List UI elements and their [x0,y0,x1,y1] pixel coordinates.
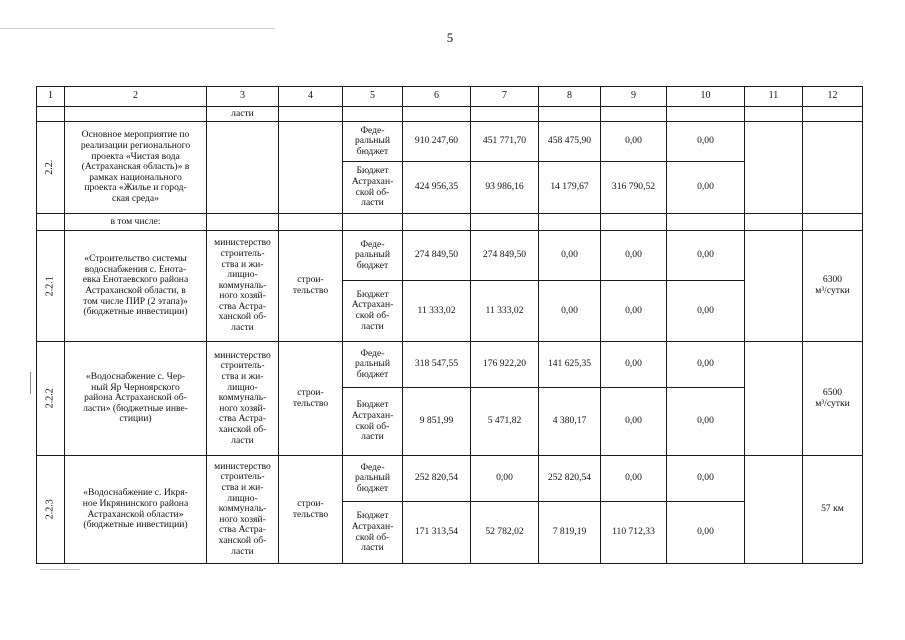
funding-source: Бюджет Астрахан- ской об- ласти [351,288,394,332]
row-number: 2.2. [44,160,56,175]
value-cell: 0,00 [667,456,745,502]
value-cell: 0,00 [667,162,745,214]
type-cell [279,122,343,214]
value-cell: 910 247,60 [403,122,471,162]
value-cell: 0,00 [601,122,667,162]
measure-name: «Строительство системы водоснабжения с. Енота- евка Енотаевского района Астраханской области, в том числе ПИР (2 этапа)» (бюджетные инвестиции) [82,253,189,318]
empty-cell [745,342,803,456]
executor: министерство строитель- ства и жи- лищно- коммуналь- ного хозяй- ства Астра- ханской об- ласти [214,460,271,557]
header-cell: 8 [539,87,601,107]
page-number: 5 [446,30,454,45]
executor-cell [207,122,279,214]
work-type: строи- тельство [292,386,329,409]
row-number: 2.2.2 [44,388,56,409]
source-cell [343,388,403,456]
header-cell: 9 [601,87,667,107]
value-cell: 171 313,54 [403,502,471,564]
value-cell: 0,00 [601,388,667,456]
result-value: 57 км [821,503,844,515]
type-cell [279,456,343,564]
scan-line-top [0,28,275,29]
row-number-cell [37,122,65,214]
value-cell: 5 471,82 [471,388,539,456]
value-cell: 11 333,02 [403,281,471,342]
header-cell: 7 [471,87,539,107]
value-cell: 0,00 [601,281,667,342]
scan-mark-left [30,372,31,394]
executor-cell [207,231,279,342]
value-cell: 316 790,52 [601,162,667,214]
row-number-cell [37,231,65,342]
carry-over-text: ласти [207,107,279,122]
row-number: 2.2.1 [44,276,56,296]
executor: министерство строитель- ства и жи- лищно- коммуналь- ного хозяй- ства Астра- ханской об- ласти [214,349,271,446]
table-row [37,456,863,502]
empty-cell [745,231,803,342]
value-cell: 318 547,55 [403,342,471,388]
source-cell [343,122,403,162]
value-cell: 0,00 [667,342,745,388]
table-row [37,231,863,281]
value-cell: 458 475,90 [539,122,601,162]
value-cell: 7 819,19 [539,502,601,564]
result-cell [803,122,863,214]
value-cell: 4 380,17 [539,388,601,456]
source-cell [343,231,403,281]
value-cell: 0,00 [601,231,667,281]
header-cell: 5 [343,87,403,107]
including-row [37,214,863,231]
header-cell: 11 [745,87,803,107]
header-row [37,87,863,107]
budget-table [36,86,863,564]
value-cell: 93 986,16 [471,162,539,214]
measure-name-cell [65,231,207,342]
result-value: 6300 м³/сутки [815,274,850,296]
value-cell: 252 820,54 [403,456,471,502]
measure-name: Основное мероприятие по реализации регионального проекта «Чистая вода (Астраханская область)» в рамках национального проекта «Жилье и город- ская среда» [80,129,191,204]
value-cell: 0,00 [539,281,601,342]
measure-name: «Водоснабжение с. Икря- ное Икрянинского района Астраханской области» (бюджетные инвестиции) [82,487,189,531]
value-cell: 0,00 [601,456,667,502]
funding-source: Бюджет Астрахан- ской об- ласти [351,399,394,443]
header-cell: 2 [65,87,207,107]
funding-source: Бюджет Астрахан- ской об- ласти [351,510,394,554]
source-cell [343,281,403,342]
funding-source: Феде- ральный бюджет [354,347,391,380]
value-cell: 274 849,50 [403,231,471,281]
header-cell: 3 [207,87,279,107]
value-cell: 451 771,70 [471,122,539,162]
result-cell [803,231,863,342]
header-cell: 6 [403,87,471,107]
work-type: строи- тельство [292,274,329,296]
value-cell: 0,00 [667,388,745,456]
source-cell [343,502,403,564]
value-cell: 0,00 [601,342,667,388]
carry-over-row [37,107,863,122]
funding-source: Бюджет Астрахан- ской об- ласти [351,165,394,209]
result-value: 6500 м³/сутки [815,386,850,409]
measure-name-cell [65,342,207,456]
measure-name: «Водоснабжение с. Чер- ный Яр Черноярского района Астраханской об- ласти» (бюджетные инве- стиции) [83,371,188,425]
row-number-cell [37,342,65,456]
source-cell [343,162,403,214]
measure-name-cell [65,122,207,214]
header-cell: 4 [279,87,343,107]
source-cell [343,342,403,388]
executor-cell [207,342,279,456]
header-cell: 12 [803,87,863,107]
header-cell: 1 [37,87,65,107]
empty-cell [745,122,803,214]
executor-cell [207,456,279,564]
result-cell [803,456,863,564]
funding-source: Феде- ральный бюджет [354,124,391,157]
value-cell: 110 712,33 [601,502,667,564]
funding-source: Феде- ральный бюджет [354,461,391,494]
value-cell: 141 625,35 [539,342,601,388]
type-cell [279,342,343,456]
empty-cell [745,456,803,564]
value-cell: 52 782,02 [471,502,539,564]
source-cell [343,456,403,502]
value-cell: 0,00 [539,231,601,281]
value-cell: 14 179,67 [539,162,601,214]
value-cell: 0,00 [667,122,745,162]
executor: министерство строитель- ства и жи- лищно- коммуналь- ного хозяй- ства Астра- ханской об- ласти [214,237,271,334]
value-cell: 0,00 [667,281,745,342]
work-type: строи- тельство [292,497,329,520]
row-number: 2.2.3 [44,499,56,520]
value-cell: 176 922,20 [471,342,539,388]
row-number-cell [37,456,65,564]
value-cell: 9 851,99 [403,388,471,456]
result-cell [803,342,863,456]
table-row [37,342,863,388]
value-cell: 424 956,35 [403,162,471,214]
including-label: в том числе: [65,214,207,231]
value-cell: 274 849,50 [471,231,539,281]
funding-source: Феде- ральный бюджет [354,238,391,271]
value-cell: 11 333,02 [471,281,539,342]
measure-name-cell [65,456,207,564]
value-cell: 0,00 [667,502,745,564]
type-cell [279,231,343,342]
header-cell: 10 [667,87,745,107]
value-cell: 0,00 [667,231,745,281]
value-cell: 252 820,54 [539,456,601,502]
scan-line-bottom [40,569,80,570]
value-cell: 0,00 [471,456,539,502]
table-row [37,122,863,162]
